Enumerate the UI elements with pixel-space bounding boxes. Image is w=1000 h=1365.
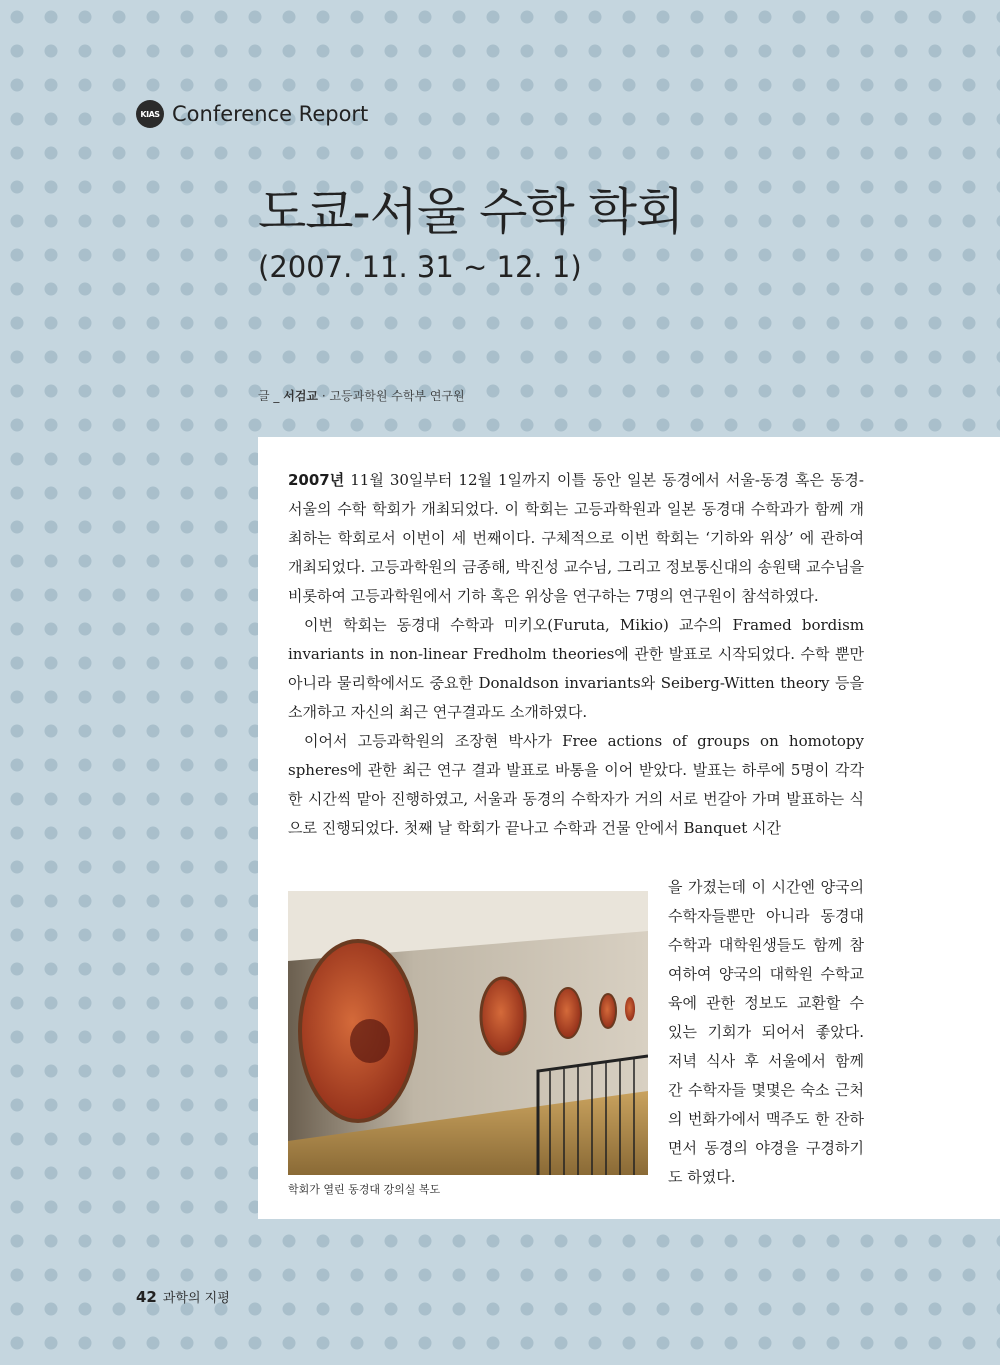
section-header	[136, 96, 368, 132]
logo-text: KIAS	[140, 109, 160, 119]
paragraph-3: 이어서 고등과학원의 조장현 박사가 Free actions of groups on homotopy spheres에 관한 최근 연구 결과 발표로 바통을 이어 받았다. 발표는 하루에 5명이 각각 한 시간씩 맡아 진행하였고, 서울과 동경의 수학자가 거의 서로 번갈아 가며 발표하는 식으로 진행되었다. 첫째 날 학회가 끝나고 수학과 건물 안에서 Banquet 시간	[288, 732, 864, 837]
corridor-photo-image	[288, 891, 648, 1175]
byline-author: 서검교	[283, 389, 319, 403]
side-paragraph: 을 가졌는데 이 시간엔 양국의 수학자들뿐만 아니라 동경대 수학과 대학원생들도 함께 참여하여 양국의 대학원 수학교육에 관한 정보도 교환할 수 있는 기회가 되어서 좋았다. 저녁 식사 후 서울에서 함께 간 수학자들 몇몇은 숙소 근처의 번화가에서 맥주도 한 잔하면서 동경의 야경을 구경하기도 하였다.	[668, 878, 864, 1186]
article-dates: (2007. 11. 31 ~ 12. 1)	[258, 250, 582, 284]
byline-prefix: 글 _	[258, 389, 284, 403]
photo-caption: 학회가 열린 동경대 강의실 복도	[288, 1183, 441, 1196]
paragraph-1	[288, 466, 864, 611]
article-body	[288, 466, 864, 843]
page-number: 42	[136, 1288, 157, 1306]
article-side-text	[668, 873, 864, 1192]
page-footer	[136, 1287, 230, 1306]
paragraph-lead: 2007년	[288, 471, 345, 489]
publication-name: 과학의 지평	[162, 1291, 230, 1306]
paragraph-text: 11월 30일부터 12월 1일까지 이틀 동안 일본 동경에서 서울-동경 혹은 동경-서울의 수학 학회가 개최되었다. 이 학회는 고등과학원과 일본 동경대 수학과가 함께 개최하는 학회로서 이번이 세 번째이다. 구체적으로 이번 학회는 ‘기하와 위상’ 에 관하여 개최되었다. 고등과학원의 금종해, 박진성 교수님, 그리고 정보통신대의 송원택 교수님을 비롯하여 고등과학원에서 기하 혹은 위상을 연구하는 7명의 연구원이 참석하였다.	[288, 471, 864, 605]
paragraph-2: 이번 학회는 동경대 수학과 미키오(Furuta, Mikio) 교수의 Framed bordism invariants in non-linear Fredholm theories에 관한 발표로 시작되었다. 수학 뿐만 아니라 물리학에서도 중요한 Donaldson invariants와 Seiberg-Witten theory 등을 소개하고 자신의 최근 연구결과도 소개하였다.	[288, 616, 864, 721]
corridor-photo	[288, 891, 648, 1175]
byline	[258, 387, 465, 404]
section-label: Conference Report	[172, 102, 369, 126]
article-title: 도쿄-서울 수학 학회	[258, 183, 684, 241]
byline-affiliation: · 고등과학원 수학부 연구원	[318, 389, 465, 403]
kias-logo	[136, 100, 164, 128]
